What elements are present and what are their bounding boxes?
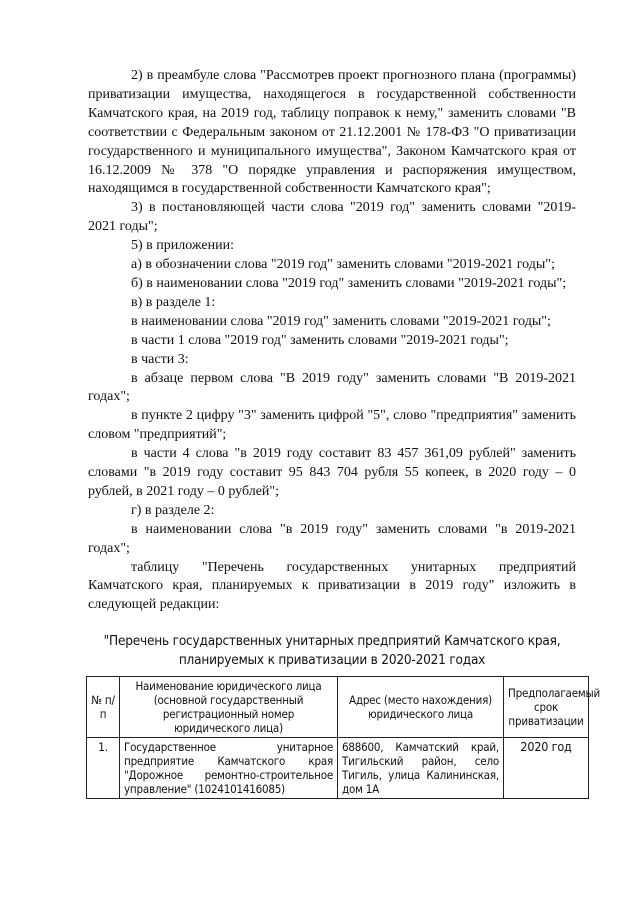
- paragraph: 2) в преамбуле слова "Рассмотрев проект прогнозного плана (программы) приватизации имущества, находящегося в государственной собственности Камчатского края, на 2019 год, таблицу поправок к нему," заменить словами "В соответствии с Федеральным законом от 21.12.2001 № 178-ФЗ "О приватизации государственного и муниципального имущества", Законом Камчатского края от 16.12.2009 № 378 "О порядке управления и распоряжения имуществом, находящимся в государственной собственности Камчатского края";: [88, 68, 576, 197]
- table-caption-line-2: планируемых к приватизации в 2020-2021 годах: [178, 652, 486, 668]
- row-address: 688600, Камчатский край, Тигильский район, село Тигиль, улица Калининская, дом 1А: [338, 738, 504, 799]
- paragraph: а) в обозначении слова "2019 год" заменить словами "2019-2021 годы";: [131, 257, 555, 273]
- table-caption: [88, 632, 576, 670]
- paragraph: в пункте 2 цифру "3" заменить цифрой "5", слово "предприятия" заменить словом "предприятий";: [88, 408, 576, 443]
- row-term: 2020 год: [504, 738, 589, 799]
- paragraph: в наименовании слова "в 2019 году" заменить словами "в 2019-2021 годах";: [88, 521, 576, 556]
- table-caption-line-1: "Перечень государственных унитарных предприятий Камчатского края,: [103, 633, 561, 649]
- enterprises-table: [86, 676, 600, 799]
- paragraph: в части 4 слова "в 2019 году составит 83 457 361,09 рублей" заменить словами "в 2019 году составит 95 843 704 рубля 55 копеек, в 2020 году – 0 рублей, в 2021 году – 0 рублей";: [88, 446, 576, 499]
- row-number: 1.: [87, 738, 120, 799]
- paragraph: 3) в постановляющей части слова "2019 год" заменить словами "2019-2021 годы";: [88, 200, 576, 235]
- paragraph: таблицу "Перечень государственных унитарных предприятий Камчатского края, планируемых к приватизации в 2019 году" изложить в следующей редакции:: [88, 559, 576, 613]
- paragraph: в абзаце первом слова "В 2019 году" заменить словами "В 2019-2021 годах";: [88, 370, 576, 405]
- header-address: Адрес (место нахождения) юридического лица: [338, 677, 504, 738]
- paragraph: в части 1 слова "2019 год" заменить словами "2019-2021 годы";: [131, 332, 509, 348]
- paragraph: 5) в приложении:: [131, 238, 234, 254]
- header-term: Предполагаемый срок приватизации: [504, 677, 589, 738]
- table-row: [87, 738, 589, 799]
- paragraph: г) в разделе 2:: [131, 502, 215, 518]
- table-header-row: [87, 677, 589, 738]
- amendment-text: [88, 67, 576, 615]
- row-name: Государственное унитарное предприятие Камчатского края "Дорожное ремонтно-строительное управление" (1024101416085): [120, 738, 338, 799]
- header-number: № п/п: [87, 677, 120, 738]
- header-name: Наименование юридического лица (основной государственный регистрационный номер юридического лица): [120, 677, 338, 738]
- paragraph: в части 3:: [131, 351, 189, 367]
- paragraph: б) в наименовании слова "2019 год" заменить словами "2019-2021 годы";: [131, 275, 567, 291]
- paragraph: в) в разделе 1:: [131, 294, 216, 310]
- paragraph: в наименовании слова "2019 год" заменить словами "2019-2021 годы";: [131, 313, 551, 329]
